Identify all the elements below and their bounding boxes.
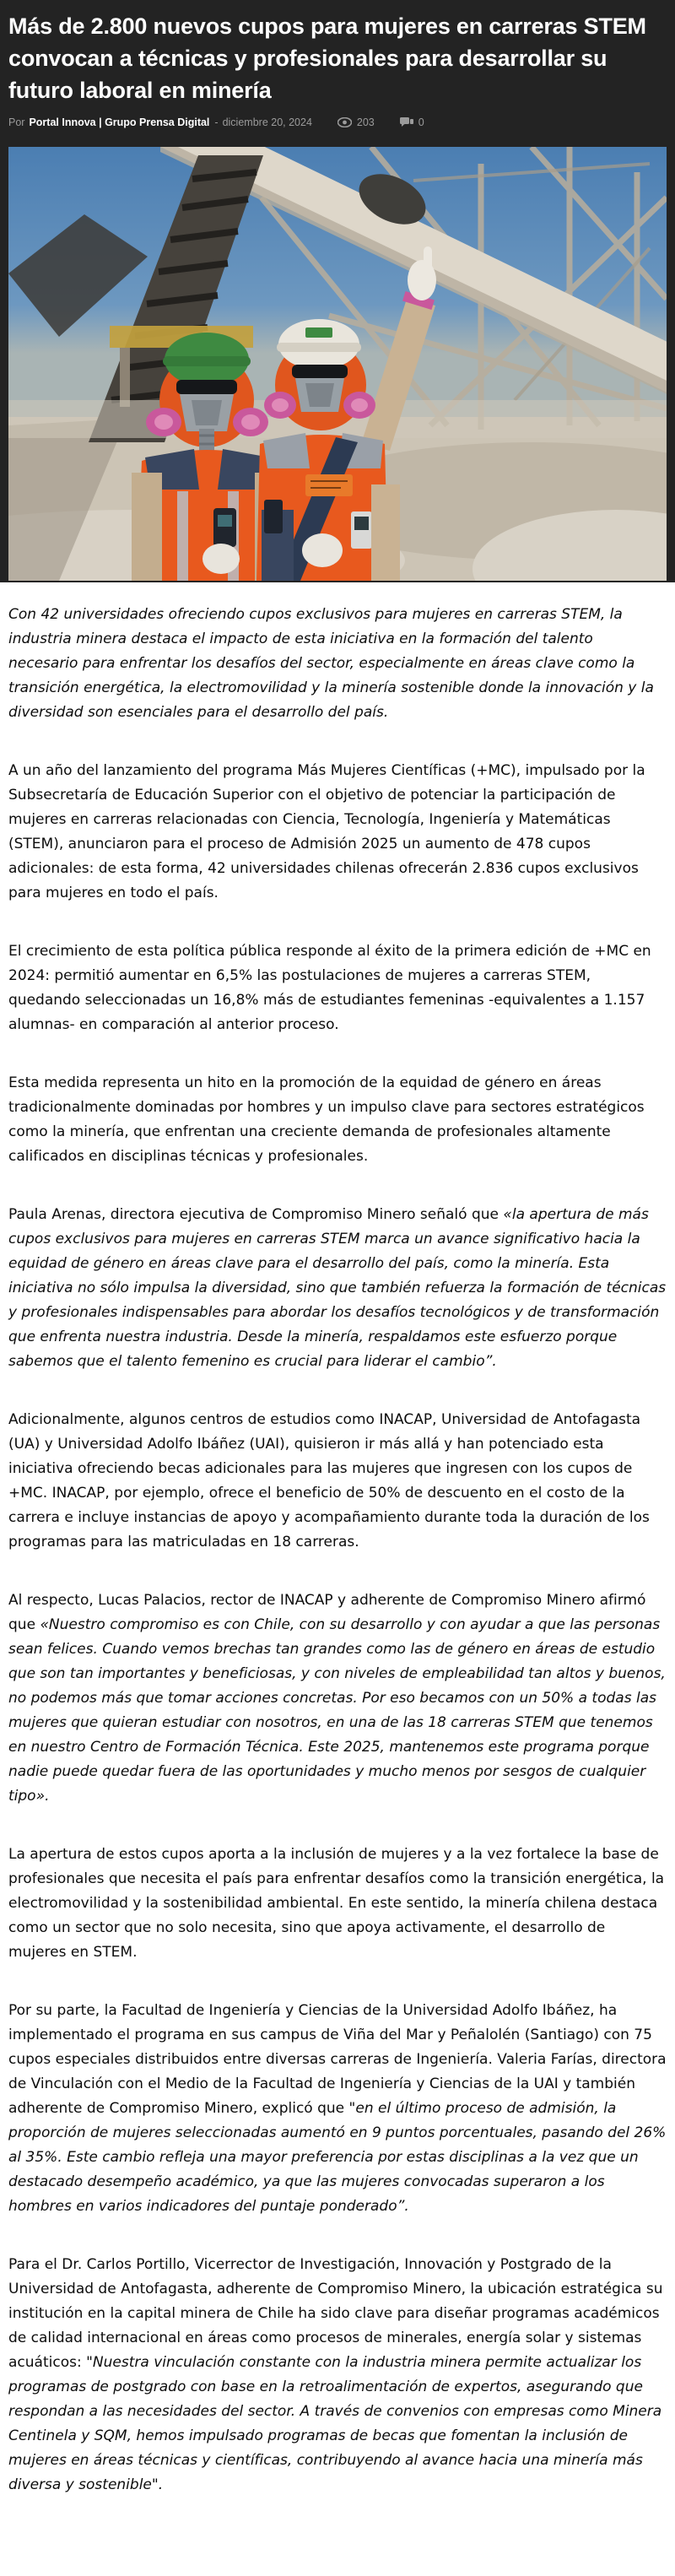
paragraph-segment: "Nuestra vinculación constante con la industria minera permite actualizar los programas de postgrado con base en la retroalimentación de expertos, asegurando que respondan a las necesidades del sector. A través de convenios con empresas como Minera Centinela y SQM, hemos impulsado programas de becas que fomentan la inclusión de mujeres en áreas técnicas y científicas, contribuyendo al avance hacia una minería más diversa y sostenible". [8,2354,662,2493]
comment-bubble-icon [400,117,413,128]
paragraph-segment: La apertura de estos cupos aporta a la inclusión de mujeres y a la vez fortalece la base de profesionales que necesita el país para enfrentar desafíos como la transición energética, la electromovilidad y la sostenibilidad ambiental. En este sentido, la minería chilena destaca como un sector que no solo necesita, sino que apoya activamente, el desarrollo de mujeres en STEM. [8,1846,665,1961]
article-paragraph [8,1408,667,1555]
paragraph-segment: "en el último proceso de admisión, la proporción de mujeres seleccionadas aumentó en 9 puntos porcentuales, pasando del 26% al 35%. Este cambio refleja una mayor preferencia por estas disciplinas a la vez que un destacado desempeño académico, ya que las mujeres convocadas superaron a los hombres en varios indicadores del puntaje ponderado”. [8,2100,667,2215]
paragraph-segment: «Nuestro compromiso es con Chile, con su desarrollo y con ayudar a que las personas sean felices. Cuando vemos brechas tan grandes como las de género en áreas de estudio que son tan importantes y beneficiosas, y con niveles de empleabilidad tan altos y buenos, no podemos más que tomar acciones concretas. Por eso becamos con un 50% a todas las mujeres que quieran estudiar con nosotros, en una de las 18 carreras STEM que tenemos en nuestro Centro de Formación Técnica. Este 2025, mantenemos este programa porque nadie puede quedar fuera de las oportunidades y mucho menos por sesgos de cualquier tipo». [8,1616,666,1805]
article-paragraph [8,603,667,725]
article-paragraph [8,1843,667,1965]
byline-separator: - [214,116,219,128]
eye-icon [338,117,352,127]
publish-date: diciembre 20, 2024 [222,116,312,128]
page-title: Más de 2.800 nuevos cupos para mujeres en carreras STEM convocan a técnicas y profesionales para desarrollar su futuro laboral en minería [8,14,646,103]
paragraph-segment: El crecimiento de esta política pública responde al éxito de la primera edición de +MC en 2024: permitió aumentar en 6,5% las postulaciones de mujeres a carreras STEM, quedando seleccionadas un 16,8% más de estudiantes femeninas -equivalentes a 1.157 alumnas- en comparación al anterior proceso. [8,943,651,1033]
article-paragraph [8,1203,667,1374]
author-link[interactable]: Portal Innova | Grupo Prensa Digital [29,116,210,128]
paragraph-segment: Para el Dr. Carlos Portillo, Vicerrector de Investigación, Innovación y Postgrado de la Universidad de Antofagasta, adherente de Compromiso Minero, la ubicación estratégica su institución en la capital minera de Chile ha sido clave para diseñar programas académicos de calidad internacional en áreas como procesos de minerales, energía solar y sistemas acuáticos: [8,2256,663,2371]
paragraph-segment: Esta medida representa un hito en la promoción de la equidad de género en áreas tradicionalmente dominadas por hombres y un impulso clave para sectores estratégicos como la minería, que enfrentan una creciente demanda de profesionales altamente calificados en disciplinas técnicas y profesionales. [8,1074,645,1165]
paragraph-segment: Al respecto, Lucas Palacios, rector de INACAP y adherente de Compromiso Minero afirmó que [8,1592,646,1633]
paragraph-segment: A un año del lanzamiento del programa Más Mujeres Científicas (+MC), impulsado por la Subsecretaría de Educación Superior con el objetivo de potenciar la participación de mujeres en carreras relacionadas con Ciencia, Tecnología, Ingeniería y Matemáticas (STEM), anunciaron para el proceso de Admisión 2025 un aumento de 478 cupos adicionales: de esta forma, 42 universidades chilenas ofrecerán 2.836 cupos exclusivos para mujeres en todo el país. [8,762,645,901]
article-paragraph [8,1999,667,2219]
views-counter [338,116,375,128]
byline [8,116,667,128]
mining-workers-photo [8,147,667,581]
byline-prefix: Por [8,116,25,128]
article-body [0,582,675,2521]
paragraph-segment: Con 42 universidades ofreciendo cupos exclusivos para mujeres en carreras STEM, la industria minera destaca el impacto de esta iniciativa en la formación del talento necesario para enfrentar los desafíos del sector, especialmente en áreas clave como la transición energética, la electromovilidad y la minería sostenible donde la innovación y la diversidad son esenciales para el desarrollo del país. [8,606,654,721]
paragraph-segment: «la apertura de más cupos exclusivos para mujeres en carreras STEM marca un avance significativo hacia la equidad de género en áreas clave para el desarrollo del país, como la minería. Esta iniciativa no sólo impulsa la diversidad, sino que también refuerza la formación de técnicas y profesionales indispensables para abordar los desafíos tecnológicos y de transformación que enfrenta nuestra industria. Desde la minería, respaldamos este esfuerzo porque sabemos que el talento femenino es crucial para liderar el cambio”. [8,1206,667,1370]
article-paragraph [8,1588,667,1809]
article-paragraph [8,1071,667,1169]
comments-count: 0 [418,116,424,128]
article-header [0,0,675,582]
paragraph-segment: Paula Arenas, directora ejecutiva de Compromiso Minero señaló que [8,1206,504,1223]
views-count: 203 [356,116,375,128]
article-paragraph [8,939,667,1037]
hero-image [8,147,667,581]
article-paragraph [8,2253,667,2498]
paragraph-segment: Por su parte, la Facultad de Ingeniería y Ciencias de la Universidad Adolfo Ibáñez, ha implementado el programa en sus campus de Viña del Mar y Peñalolén (Santiago) con 75 cupos especiales distribuidos entre diversas carreras de Ingeniería. Valeria Farías, directora de Vinculación con el Medio de la Facultad de Ingeniería y Ciencias de la UAI y también adherente de Compromiso Minero, explicó que [8,2002,667,2117]
comments-counter[interactable] [400,116,424,128]
article-paragraph [8,759,667,906]
paragraph-segment: Adicionalmente, algunos centros de estudios como INACAP, Universidad de Antofagasta (UA) y Universidad Adolfo Ibáñez (UAI), quisieron ir más allá y han potenciado esta iniciativa ofreciendo becas adicionales para las mujeres que ingresen con los cupos de +MC. INACAP, por ejemplo, ofrece el beneficio de 50% de descuento en el costo de la carrera e incluye instancias de apoyo y acompañamiento durante toda la duración de los programas para las matriculadas en 18 carreras. [8,1411,650,1550]
